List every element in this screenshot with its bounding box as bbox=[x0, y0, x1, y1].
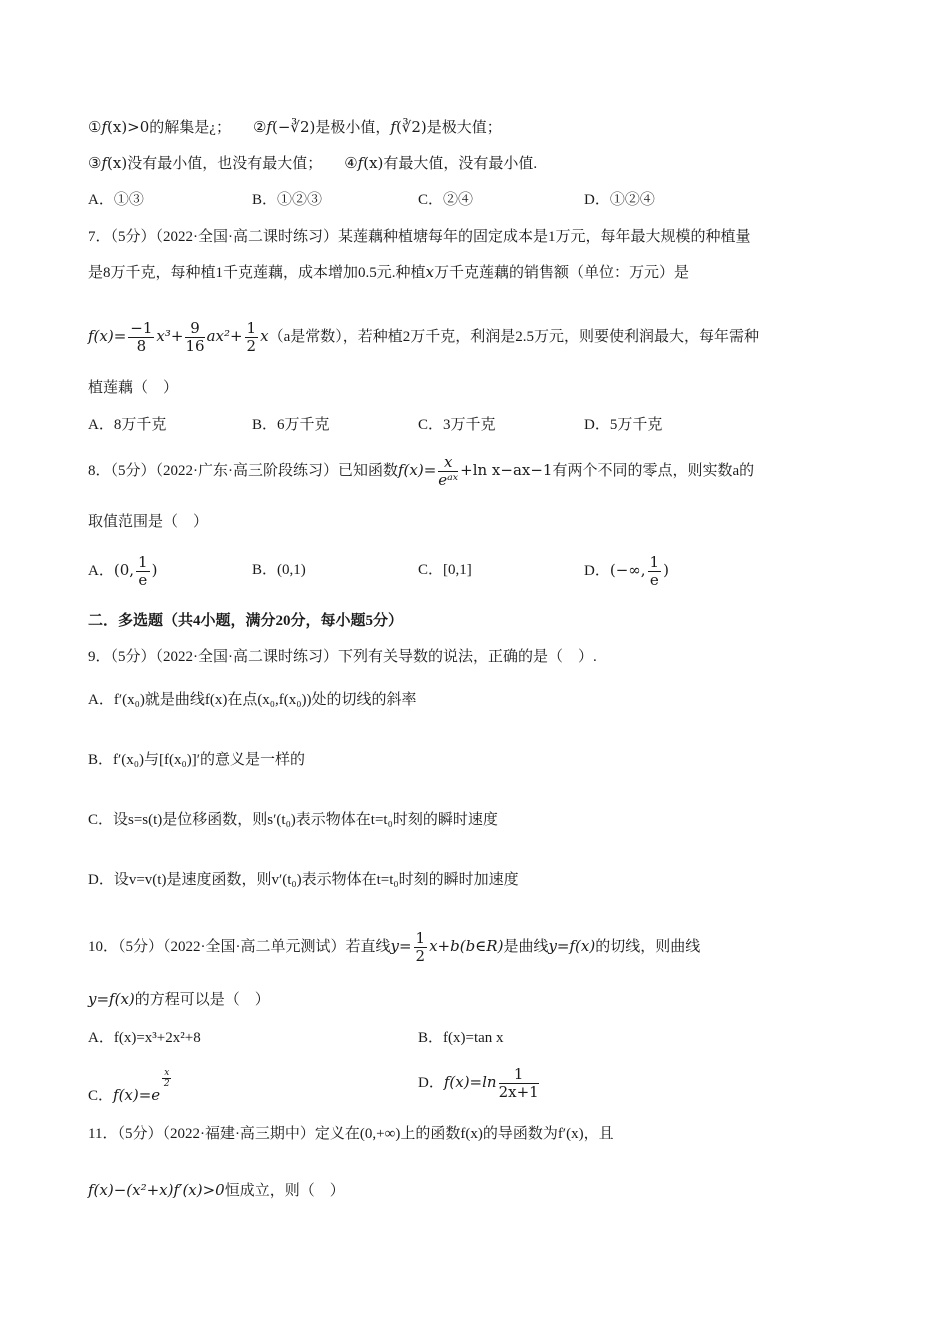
q7-stem-line-4: 植莲藕（ ） bbox=[88, 380, 179, 396]
q10-stem-line-1: 10．（5分）（2022·全国·高二单元测试）若直线y= $\frac{1}{2}$ x+b(b∈R)是曲线y=f(x)的切线，则曲线 bbox=[88, 929, 701, 966]
q8-option-d[interactable]: D．(−∞, $\frac{1}{e}$ ) bbox=[584, 553, 669, 590]
q7-option-c[interactable]: C．3万千克 bbox=[418, 417, 496, 433]
q8-stem-line-2: 取值范围是（ ） bbox=[88, 514, 209, 530]
q7-revenue-formula-line: f(x)= $\frac{-1}{8}$ x³+ $\frac{9}{16}$ ax²+ $\frac{1}{2}$ x（a是常数），若种植2万千克，利润是2.5万元，则要使利润最大，每年需种 bbox=[88, 319, 759, 356]
q11-stem-line-1: 11．（5分）（2022·福建·高三期中）定义在(0,+∞)上的函数f(x)的导函数为f′(x)，且 bbox=[88, 1126, 614, 1142]
q7-stem-line-2: 是8万千克，每种植1千克莲藕，成本增加0.5元.种植x万千克莲藕的销售额（单位：万元）是 bbox=[88, 263, 689, 281]
exponent-fraction-x-over-2: $\frac{x}{2}$ bbox=[163, 1068, 170, 1089]
section-heading-multiple-choice: 二．多选题（共4小题，满分20分，每小题5分） bbox=[88, 613, 404, 629]
q9-option-a[interactable]: A．f′(x₀)就是曲线f(x)在点(x₀,f(x₀))处的切线的斜率 bbox=[88, 692, 417, 708]
q6-statement-line-2: ③f(x)没有最小值，也没有最大值； ④f(x)有最大值，没有最小值. bbox=[88, 154, 538, 172]
q7-option-b[interactable]: B．6万千克 bbox=[252, 417, 330, 433]
q6-option-d[interactable]: D．①②④ bbox=[584, 192, 655, 208]
q10-option-c[interactable]: C．f(x)=e $\frac{x}{2}$ bbox=[88, 1068, 170, 1104]
q10-stem-line-2: y=f(x)的方程可以是（ ） bbox=[88, 990, 270, 1008]
q6-option-b[interactable]: B．①②③ bbox=[252, 192, 323, 208]
q7-stem-line-1: 7．（5分）（2022·全国·高二课时练习）某莲藕种植塘每年的固定成本是1万元，每年最大规模的种植量 bbox=[88, 229, 751, 245]
fraction-one-half: $\frac{1}{2}$ bbox=[415, 929, 426, 966]
fraction-minus-one-eighth: $\frac{-1}{8}$ bbox=[130, 319, 153, 356]
fraction-x-over-exp: $\frac{x}{\text{eᵃˣ}}$ bbox=[438, 453, 459, 490]
q6-option-a[interactable]: A．①③ bbox=[88, 192, 144, 208]
q9-stem: 9．（5分）（2022·全国·高二课时练习）下列有关导数的说法，正确的是（ ）. bbox=[88, 649, 597, 665]
q10-option-d[interactable]: D．f(x)=ln $\frac{1}{2x+1}$ bbox=[418, 1065, 539, 1102]
q8-option-c[interactable]: C．[0,1] bbox=[418, 562, 472, 578]
q10-option-b[interactable]: B．f(x)=tan x bbox=[418, 1030, 504, 1046]
q7-option-d[interactable]: D．5万千克 bbox=[584, 417, 663, 433]
q8-option-b[interactable]: B．(0,1) bbox=[252, 562, 306, 578]
q10-option-a[interactable]: A．f(x)=x³+2x²+8 bbox=[88, 1030, 201, 1046]
q7-option-a[interactable]: A．8万千克 bbox=[88, 417, 167, 433]
fraction-one-over-2x-plus-1: $\frac{1}{2x+1}$ bbox=[498, 1065, 539, 1102]
q9-option-b[interactable]: B．f′(x₀)与[f(x₀)]′的意义是一样的 bbox=[88, 752, 305, 768]
fraction-one-half: $\frac{1}{2}$ bbox=[246, 319, 257, 356]
fraction-one-over-e: $\frac{1}{e}$ bbox=[649, 553, 660, 590]
q9-option-d[interactable]: D．设v=v(t)是速度函数，则v′(t₀)表示物体在t=t₀时刻的瞬时加速度 bbox=[88, 872, 519, 888]
q8-option-a[interactable]: A．(0, $\frac{1}{e}$ ) bbox=[88, 553, 158, 590]
q9-option-c[interactable]: C．设s=s(t)是位移函数，则s′(t₀)表示物体在t=t₀时刻的瞬时速度 bbox=[88, 812, 498, 828]
q11-stem-line-2: f(x)−(x²+x)f′(x)>0恒成立，则（ ） bbox=[88, 1181, 345, 1199]
q6-statement-line-1: ①f(x)>0的解集是¿； ②f(−∛2)是极小值，f(∛2)是极大值； bbox=[88, 118, 502, 136]
fraction-one-over-e: $\frac{1}{e}$ bbox=[138, 553, 148, 590]
q6-option-c[interactable]: C．②④ bbox=[418, 192, 474, 208]
q8-stem-line-1: 8．（5分）（2022·广东·高三阶段练习）已知函数f(x)= $\frac{x}{\text{eᵃˣ}}$ +ln x−ax−1有两个不同的零点，则实数a的 bbox=[88, 453, 755, 490]
fraction-nine-sixteenths: $\frac{9}{16}$ bbox=[185, 319, 205, 356]
